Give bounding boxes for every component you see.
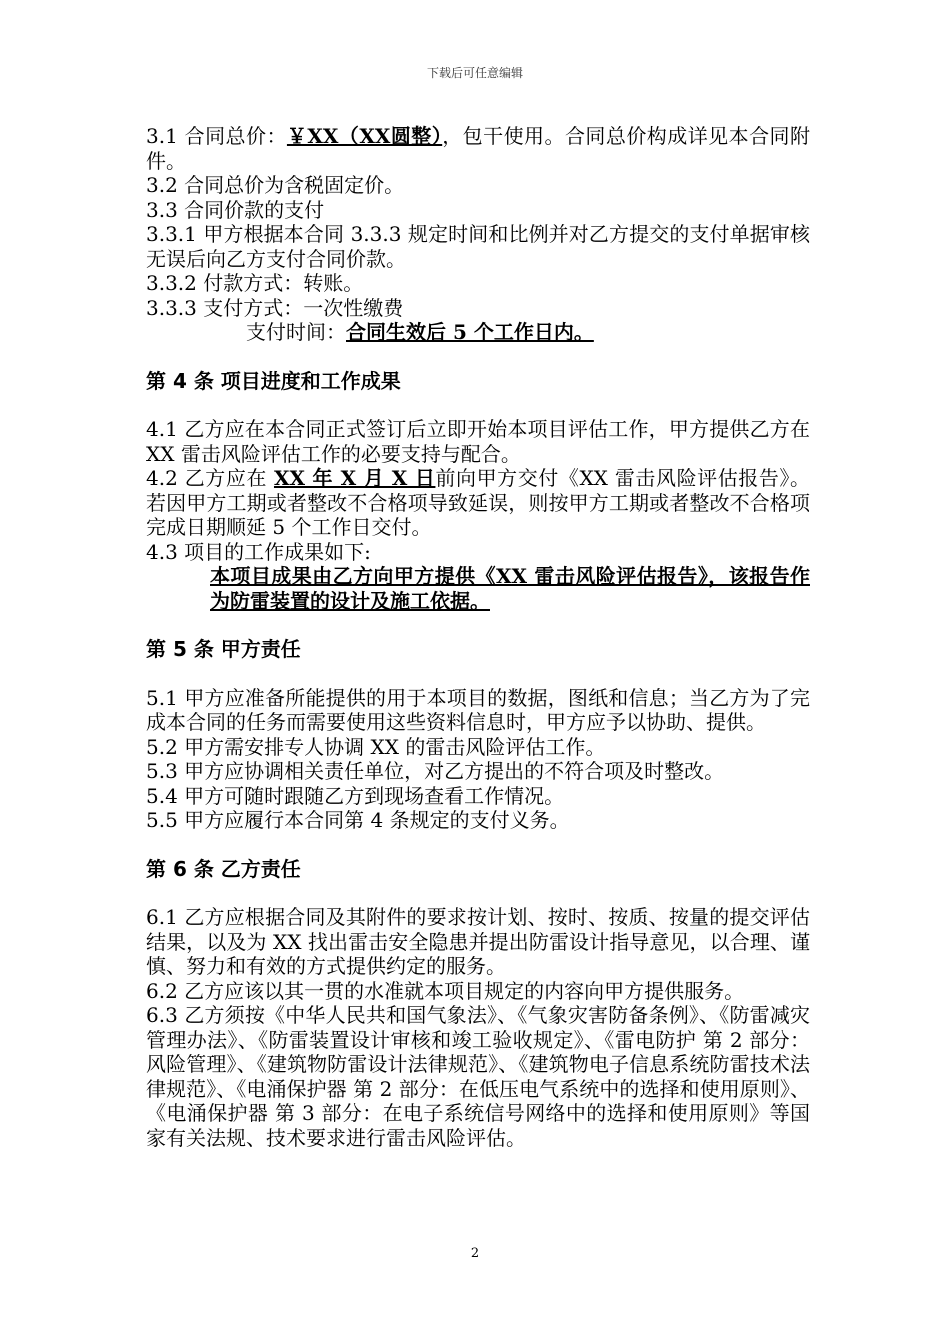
clause-5-3: 5.3 甲方应协调相关责任单位，对乙方提出的不符合项及时整改。 (146, 759, 725, 783)
clause-3-3: 3.3 合同价款的支付 (146, 197, 325, 222)
clause-3-1-rest: ，包干使用。合同总价构成详见本合同附件。 (146, 124, 810, 173)
page-number: 2 (470, 1246, 480, 1261)
clause-4-1: 4.1 乙方应在本合同正式签订后立即开始本项目评估工作，甲方提供乙方在 XX 雷击风险评估工作的必要支持与配合。 (146, 417, 810, 466)
delivery-date: XX 年 X 月 X 日 (273, 466, 436, 490)
clause-4-2-rest: 前向甲方交付《XX 雷击风险评估报告》。若因甲方工期或者整改不合格项导致延误，则按甲方工期或者整改不合格项完成日期顺延 5 个工作日交付。 (146, 466, 810, 539)
document-body (146, 124, 810, 1150)
clause-4-2 (146, 466, 810, 540)
clause-3-3-2: 3.3.2 付款方式：转账。 (146, 271, 364, 295)
section-4-heading: 第 4 条 项目进度和工作成果 (146, 368, 401, 393)
clause-3-3-3: 3.3.3 支付方式：一次性缴费 (146, 295, 404, 320)
clause-4-2-label: 4.2 乙方应在 (146, 466, 274, 490)
clause-3-3-1: 3.3.1 甲方根据本合同 3.3.3 规定时间和比例并对乙方提交的支付单据审核无误后向乙方支付合同价款。 (146, 222, 810, 271)
payment-time-label: 支付时间： (246, 320, 346, 344)
clause-5-4: 5.4 甲方可随时跟随乙方到现场查看工作情况。 (146, 783, 565, 808)
clause-6-3: 6.3 乙方须按《中华人民共和国气象法》、《气象灾害防备条例》、《防雷减灾管理办法》、《防雷装置设计审核和竣工验收规定》、《雷电防护 第 2 部分：风险管理》、《建筑物防雷设计法律规范》、《建筑物电子信息系统防雷技术法律规范》、《电涌保护器 第 2 部分：在低压电气系统中的选择和使用原则》、《电涌保护器 第 3 部分：在电子系统信号网络中的选择和使用原则》等国家有关法规、技术要求进行雷击风险评估。 (146, 1003, 810, 1150)
clause-5-2: 5.2 甲方需安排专人协调 XX 的雷击风险评估工作。 (146, 734, 606, 759)
clause-6-1: 6.1 乙方应根据合同及其附件的要求按计划、按时、按质、按量的提交评估结果，以及为 XX 找出雷击安全隐患并提出防雷设计指导意见，以合理、谨慎、努力和有效的方式提供约定的服务。 (146, 905, 810, 978)
clause-3-1 (146, 124, 810, 173)
payment-time (146, 320, 810, 345)
contract-total-amount: ￥XX（XX圆整） (286, 124, 443, 148)
work-result-statement: 本项目成果由乙方向甲方提供《XX 雷击风险评估报告》，该报告作为防雷装置的设计及施工依据。 (210, 564, 810, 613)
clause-3-1-label: 3.1 合同总价： (146, 124, 287, 148)
clause-6-2: 6.2 乙方应该以其一贯的水准就本项目规定的内容向甲方提供服务。 (146, 978, 745, 1003)
page-header: 下载后可任意编辑 (426, 66, 523, 80)
clause-4-3: 4.3 项目的工作成果如下: (146, 539, 371, 564)
payment-time-value: 合同生效后 5 个工作日内。 (346, 320, 594, 344)
clause-5-5: 5.5 甲方应履行本合同第 4 条规定的支付义务。 (146, 808, 570, 832)
section-6-heading: 第 6 条 乙方责任 (146, 856, 301, 881)
clause-3-2: 3.2 合同总价为含税固定价。 (146, 173, 405, 197)
clause-5-1: 5.1 甲方应准备所能提供的用于本项目的数据，图纸和信息；当乙方为了完成本合同的任务而需要使用这些资料信息时，甲方应予以协助、提供。 (146, 685, 810, 734)
section-5-heading: 第 5 条 甲方责任 (146, 637, 301, 661)
